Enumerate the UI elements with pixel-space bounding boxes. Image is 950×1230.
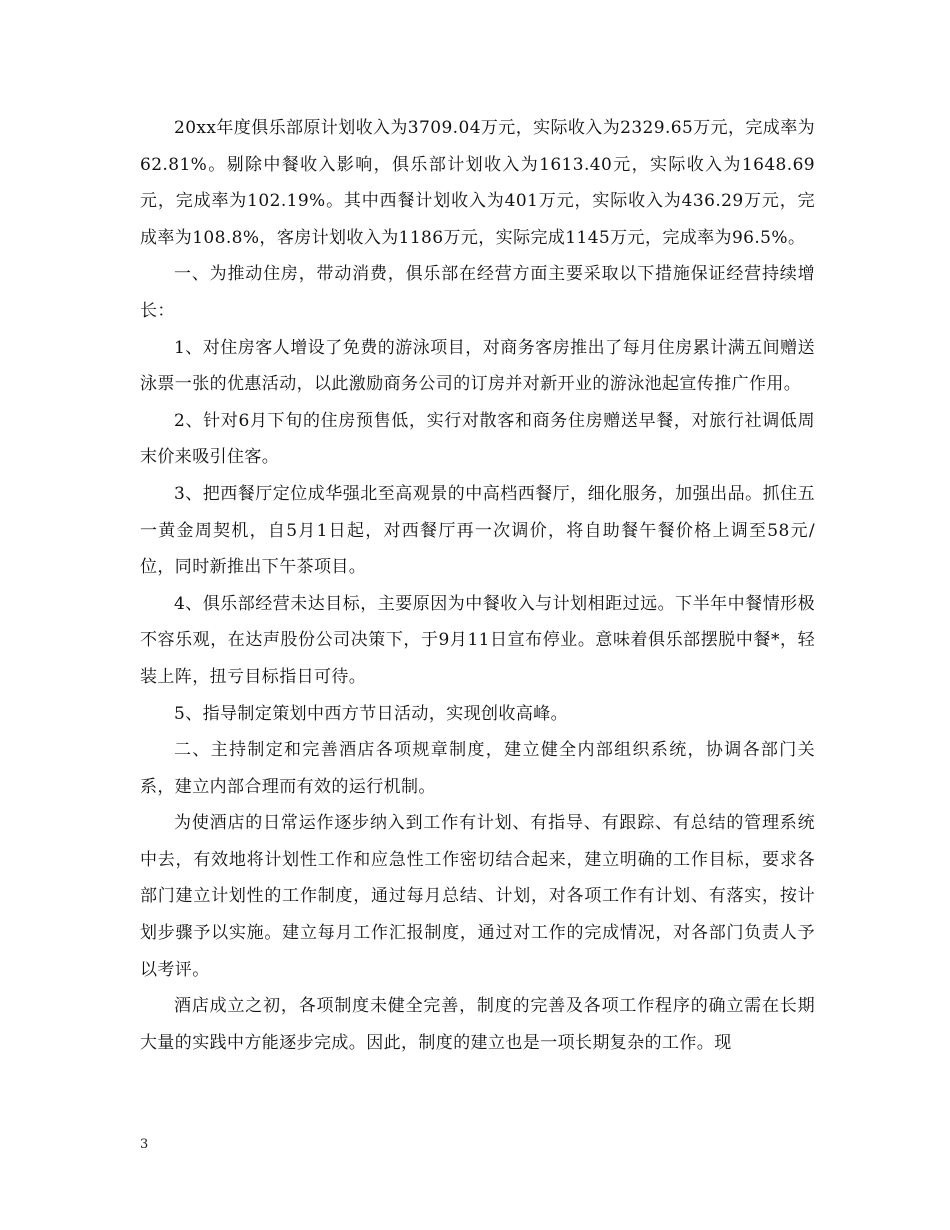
paragraph-management-system: 为使酒店的日常运作逐步纳入到工作有计划、有指导、有跟踪、有总结的管理系统中去，有效地将计划性工作和应急性工作密切结合起来，建立明确的工作目标，要求各部门建立计划性的工作制度，通过每月总结、计划，对各项工作有计划、有落实，按计划步骤予以实施。建立每月工作汇报制度，通过对工作的完成情况，对各部门负责人予以考评。 [140,813,815,980]
document-body [140,110,815,1061]
paragraph-item-2: 2、针对6月下旬的住房预售低，实行对散客和商务住房赠送早餐，对旅行社调低周末价来吸引住客。 [140,410,815,468]
paragraph-rules-establishment: 酒店成立之初，各项制度未健全完善，制度的完善及各项工作程序的确立需在长期大量的实践中方能逐步完成。因此，制度的建立也是一项长期复杂的工作。现 [140,996,815,1053]
paragraph-item-4: 4、俱乐部经营未达目标，主要原因为中餐收入与计划相距过远。下半年中餐情形极不容乐观，在达声股份公司决策下，于9月11日宣布停业。意味着俱乐部摆脱中餐*，轻装上阵，扭亏目标指日可待。 [140,593,815,687]
paragraph-item-3: 3、把西餐厅定位成华强北至高观景的中高档西餐厅，细化服务，加强出品。抓住五一黄金周契机，自5月1日起，对西餐厅再一次调价，将自助餐午餐价格上调至58元/位，同时新推出下午茶项目。 [140,483,815,578]
page-number: 3 [140,1137,149,1152]
paragraph-item-1: 1、对住房客人增设了免费的游泳项目，对商务客房推出了每月住房累计满五间赠送泳票一张的优惠活动，以此激励商务公司的订房并对新开业的游泳池起宣传推广作用。 [140,337,815,395]
paragraph-section-one-heading: 一、为推动住房，带动消费，俱乐部在经营方面主要采取以下措施保证经营持续增长： [140,264,815,321]
paragraph-item-5: 5、指导制定策划中西方节日活动，实现创收高峰。 [174,703,569,724]
paragraph-section-two-heading: 二、主持制定和完善酒店各项规章制度，建立健全内部组织系统，协调各部门关系，建立内部合理而有效的运行机制。 [140,740,815,797]
paragraph-revenue-summary: 20xx年度俱乐部原计划收入为3709.04万元，实际收入为2329.65万元，完成率为62.81%。剔除中餐收入影响，俱乐部计划收入为1613.40元，实际收入为1648.69元，完成率为102.19%。其中西餐计划收入为401万元，实际收入为436.29万元，完成率为108.8%，客房计划收入为1186万元，实际完成1145万元，完成率为96.5%。 [140,118,816,248]
